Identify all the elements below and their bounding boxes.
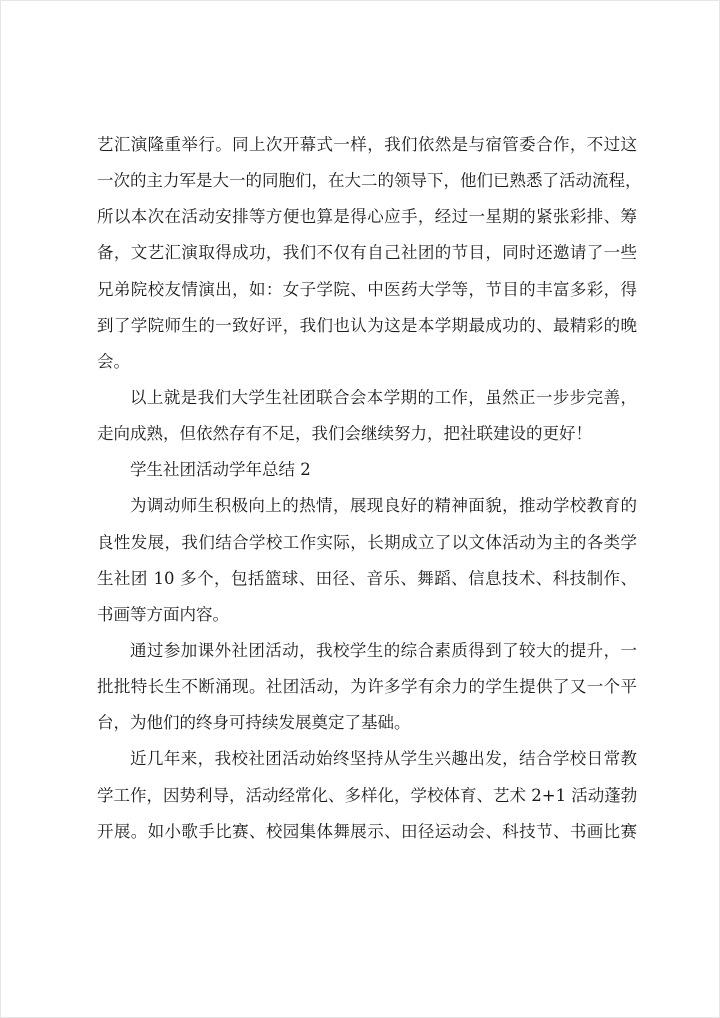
paragraph-line: 近几年来，我校社团活动始终坚持从学生兴趣出发，结合学校日常教 (130, 749, 637, 769)
document-body (97, 127, 642, 850)
paragraph-line: 一次的主力军是大一的同胞们，在大二的领导下，他们已熟悉了活动流程， (97, 171, 642, 191)
paragraph-line: 批批特长生不断涌现。社团活动，为许多学有余力的学生提供了又一个平 (97, 677, 637, 697)
paragraph-line: 以上就是我们大学生社团联合会本学期的工作，虽然正一步步完善， (130, 387, 637, 407)
paragraph-line: 兄弟院校友情演出，如：女子学院、中医药大学等，节目的丰富多彩，得 (97, 279, 637, 299)
paragraph-line: 通过参加课外社团活动，我校学生的综合素质得到了较大的提升，一 (130, 640, 637, 660)
paragraph-line: 会。 (97, 351, 130, 371)
paragraph-line: 开展。如小歌手比赛、校园集体舞展示、田径运动会、科技节、书画比赛 (97, 821, 637, 841)
paragraph-line: 台，为他们的终身可持续发展奠定了基础。 (97, 713, 411, 733)
paragraph-line: 走向成熟，但依然存有不足，我们会继续努力，把社联建设的更好！ (97, 424, 592, 444)
paragraph-line: 所以本次在活动安排等方便也算是得心应手，经过一星期的紧张彩排、筹 (97, 207, 637, 227)
paragraph-line: 生社团 10 多个，包括篮球、田径、音乐、舞蹈、信息技术、科技制作、 (97, 568, 637, 588)
section-heading: 学生社团活动学年总结 2 (130, 460, 311, 480)
paragraph-line: 学工作，因势利导，活动经常化、多样化，学校体育、艺术 2+1 活动蓬勃 (97, 785, 638, 805)
paragraph-line: 书画等方面内容。 (97, 604, 229, 624)
paragraph-line: 备，文艺汇演取得成功，我们不仅有自己社团的节目，同时还邀请了一些 (97, 243, 637, 263)
paragraph-line: 到了学院师生的一致好评，我们也认为这是本学期最成功的、最精彩的晚 (97, 315, 637, 335)
paragraph-line: 艺汇演隆重举行。同上次开幕式一样，我们依然是与宿管委合作，不过这 (97, 135, 637, 154)
paragraph-line: 良性发展，我们结合学校工作实际，长期成立了以文体活动为主的各类学 (97, 532, 637, 552)
paragraph-line: 为调动师生积极向上的热情，展现良好的精神面貌，推动学校教育的 (130, 496, 637, 516)
